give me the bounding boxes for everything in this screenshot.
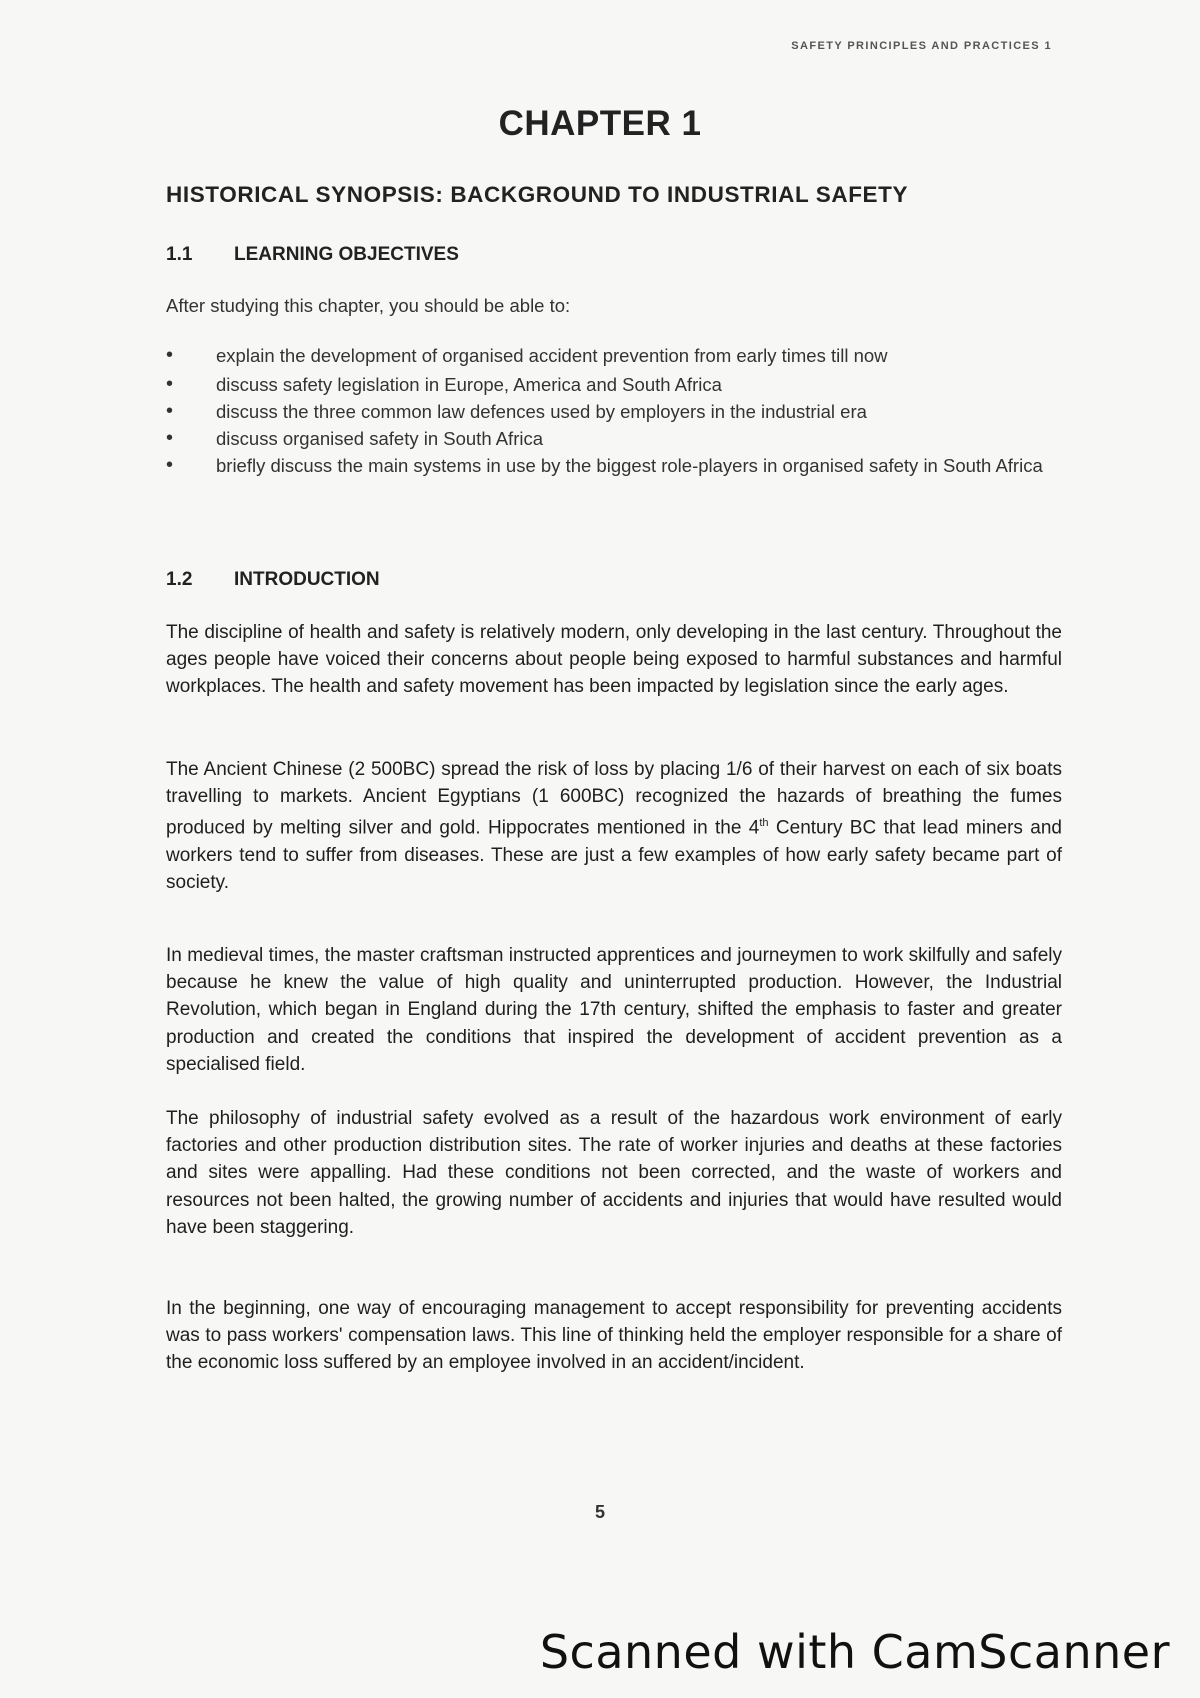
paragraph-2-text: The Ancient Chinese (2 500BC) spread the risk of loss by placing 1/6 of their harvest on each of six boats travelling to markets. Ancient Egyptians (1 600BC) recognized the hazards of breathing the fumes produced by melting silver and gold. Hippocrates mentioned in the 4 [166, 759, 1062, 839]
objective-text: discuss safety legislation in Europe, America and South Africa [216, 374, 722, 395]
section-title: LEARNING OBJECTIVES [234, 244, 459, 265]
bullet-icon: • [166, 344, 174, 366]
section-number: 1.1 [166, 244, 193, 265]
objective-item [166, 425, 1046, 452]
section-number: 1.2 [166, 569, 193, 590]
objective-item [166, 452, 1046, 479]
paragraph-2 [166, 756, 1062, 896]
bullet-icon: • [166, 400, 174, 422]
objective-text: briefly discuss the main systems in use by the biggest role-players in organised safety in South Africa [216, 455, 1043, 476]
page-number: 5 [594, 1502, 605, 1522]
section-heading-learning-objectives [166, 244, 459, 266]
objective-item [166, 371, 1046, 398]
paragraph-3: In medieval times, the master craftsman instructed apprentices and journeymen to work skilfully and safely because he knew the value of high quality and uninterrupted production. However, the Industrial Revolution, which began in England during the 17th century, shifted the emphasis to faster and greater production and created the conditions that inspired the development of accident prevention as a specialised field. [166, 945, 1062, 1075]
bullet-icon: • [166, 373, 174, 395]
superscript: th [759, 817, 769, 830]
objective-text: discuss the three common law defences used by employers in the industrial era [216, 401, 867, 422]
objective-text: explain the development of organised accident prevention from early times till now [216, 345, 888, 366]
running-header: SAFETY PRINCIPLES AND PRACTICES 1 [791, 40, 1052, 52]
section-heading-introduction [166, 569, 380, 591]
paragraph-1: The discipline of health and safety is relatively modern, only developing in the last century. Throughout the ages people have voiced their concerns about people being exposed to harmful substances and harmful workplaces. The health and safety movement has been impacted by legislation since the early ages. [166, 622, 1062, 698]
chapter-title: CHAPTER 1 [498, 104, 702, 143]
objective-item [166, 398, 1046, 425]
bullet-icon: • [166, 427, 174, 449]
section-title: INTRODUCTION [234, 569, 380, 590]
paragraph-4: The philosophy of industrial safety evolved as a result of the hazardous work environment of early factories and other production distribution sites. The rate of worker injuries and deaths at these factories and sites were appalling. Had these conditions not been corrected, and the waste of workers and resources not been halted, the growing number of accidents and injuries that would have resulted would have been staggering. [166, 1108, 1062, 1238]
objective-item [166, 342, 1046, 369]
bullet-icon: • [166, 454, 174, 476]
objectives-intro: After studying this chapter, you should be able to: [166, 295, 571, 316]
paragraph-5: In the beginning, one way of encouraging management to accept responsibility for preventing accidents was to pass workers' compensation laws. This line of thinking held the employer responsible for a share of the economic loss suffered by an employee involved in an accident/incident. [166, 1298, 1062, 1374]
objective-text: discuss organised safety in South Africa [216, 428, 544, 449]
chapter-subtitle: HISTORICAL SYNOPSIS: BACKGROUND TO INDUSTRIAL SAFETY [166, 182, 909, 207]
objectives-list [166, 342, 1046, 479]
scanner-watermark: Scanned with CamScanner [539, 1625, 1170, 1679]
paragraph-2-text-cont: Century BC that lead miners and workers tend to suffer from diseases. These are just a few examples of how early safety became part of society. [166, 817, 1063, 894]
